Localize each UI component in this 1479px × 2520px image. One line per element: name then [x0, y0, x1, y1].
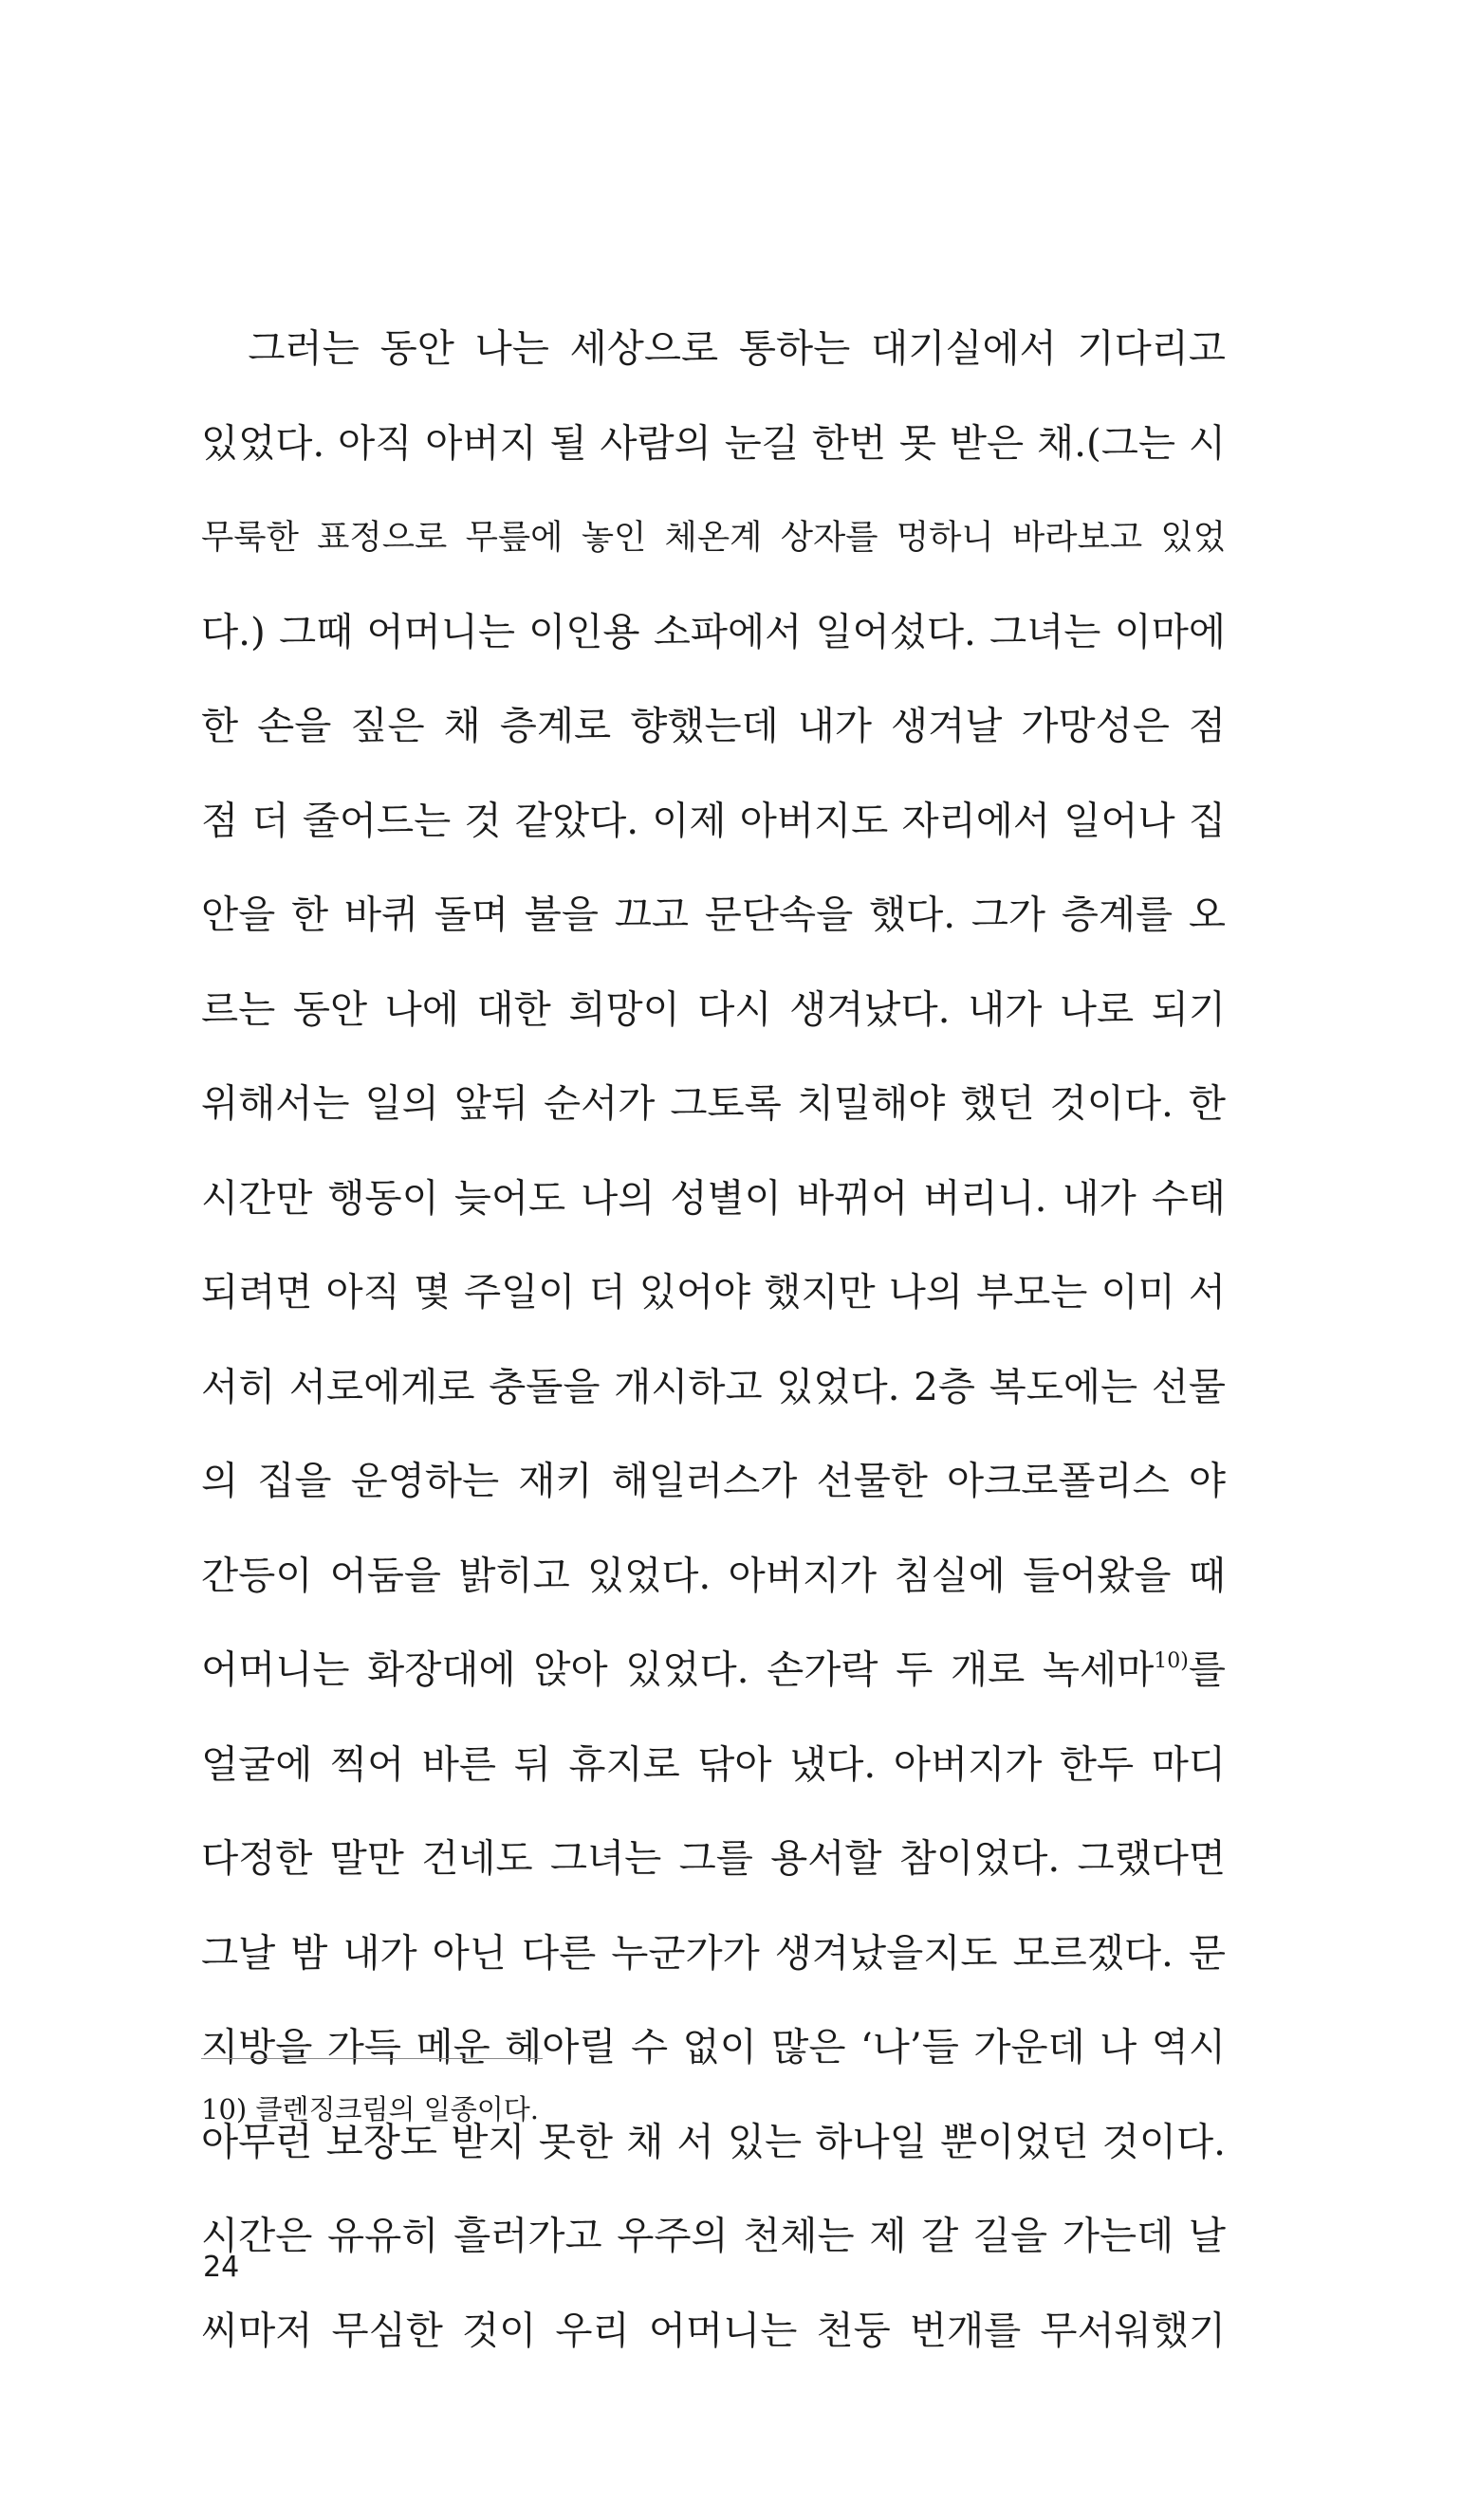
text-line: 의 집을 운영하는 재키 해일러스가 선물한 아크로폴리스 야 — [201, 1458, 1226, 1503]
text-line: 지방을 가득 메운 헤아릴 수 없이 많은 ‘나’들 가운데 나 역시 — [201, 2024, 1226, 2069]
page-number: 24 — [203, 2251, 240, 2284]
text-line: 다정한 말만 건네도 그녀는 그를 용서할 참이었다. 그랬다면 — [201, 1835, 1226, 1881]
text-line: 그날 밤 내가 아닌 다른 누군가가 생겨났을지도 모르겠다. 문 — [201, 1929, 1226, 1976]
text-line: 시간만 행동이 늦어도 나의 성별이 바뀌어 버리니. 내가 수태 — [201, 1174, 1226, 1221]
text-line: 되려면 아직 몇 주일이 더 있어야 했지만 나의 부모는 이미 서 — [201, 1269, 1226, 1315]
text-line: 무룩한 표정으로 무릎에 놓인 체온계 상자를 멍하니 바라보고 있었 — [201, 518, 1226, 557]
text-line-with-footnote — [201, 1623, 1226, 1718]
text-line: 위해서는 일의 앞뒤 순서가 그토록 치밀해야 했던 것이다. 한 — [201, 1080, 1226, 1126]
footnote: 10) 클렌징크림의 일종이다. — [201, 2093, 540, 2125]
text-line: 간등이 어둠을 밝히고 있었다. 아버지가 침실에 들어왔을 때 — [201, 1552, 1226, 1598]
text-line: 한 손을 짚은 채 층계로 향했는데 내가 생겨날 가망성은 점 — [201, 703, 1226, 748]
text-line: 있었다. 아직 아버지 될 사람의 눈길 한번 못 받은 채.(그는 시 — [201, 419, 1226, 466]
text-line: 점 더 줄어드는 것 같았다. 이제 아버지도 자리에서 일어나 집 — [201, 797, 1226, 843]
text-line: 씨마저 무심한 것이 우리 어머니는 천둥 번개를 무서워했기 — [201, 2307, 1226, 2353]
text-line: 얼굴에 찍어 바른 뒤 휴지로 닦아 냈다. 아버지가 한두 마디 — [201, 1740, 1226, 1787]
footnote-divider — [201, 2058, 543, 2059]
text-segment: 를 — [1188, 1646, 1226, 1692]
text-line: 다.) 그때 어머니는 이인용 소파에서 일어섰다. 그녀는 이마에 — [201, 608, 1226, 654]
body-text — [201, 302, 1226, 2378]
text-line: 안을 한 바퀴 돌며 불을 끄고 문단속을 했다. 그가 층계를 오 — [201, 892, 1226, 937]
text-line: 서히 서로에게로 충돌을 개시하고 있었다. 2층 복도에는 선물 — [201, 1363, 1226, 1409]
text-line: 그러는 동안 나는 세상으로 통하는 대기실에서 기다리고 — [201, 325, 1226, 371]
footnote-reference: 10) — [1154, 1649, 1189, 1673]
text-line: 시간은 유유히 흘러가고 우주의 천체는 제 갈 길을 가는데 날 — [201, 2213, 1226, 2258]
text-line: 아무런 보장도 받지 못한 채 서 있는 하나일 뿐이었던 것이다. — [201, 2118, 1226, 2164]
text-line: 르는 동안 나에 대한 희망이 다시 생겨났다. 내가 나로 되기 — [201, 985, 1226, 1032]
text-segment: 어머니는 화장대에 앉아 있었다. 손가락 두 개로 녹세마 — [201, 1646, 1155, 1692]
